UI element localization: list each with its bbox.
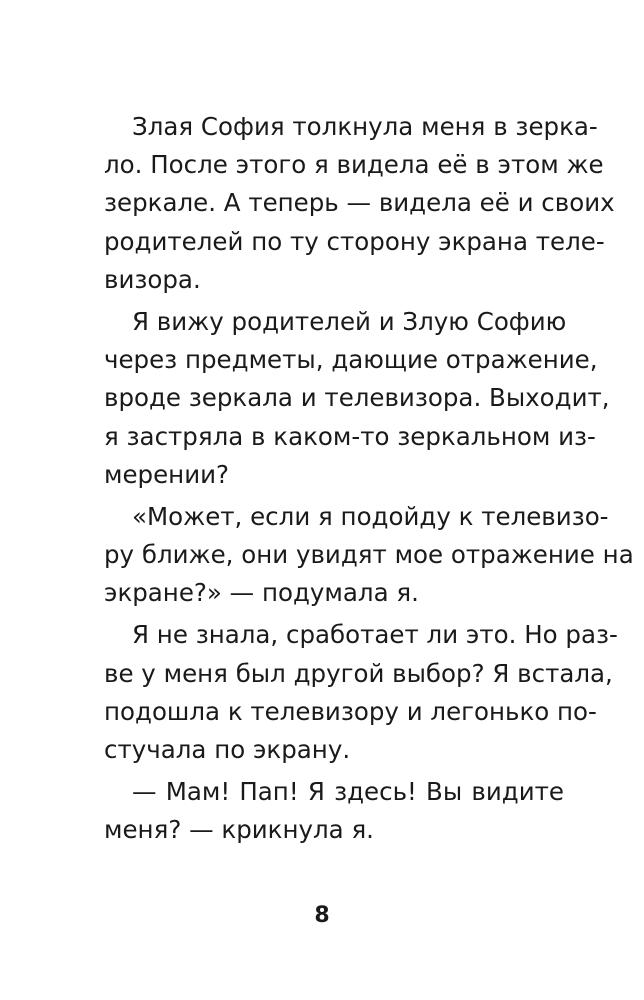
body-text — [104, 108, 634, 854]
text-line: стучала по экрану. — [104, 735, 351, 764]
text-line: Я вижу родителей и Злую Софию — [132, 306, 567, 336]
text-line: через предметы, дающие отражение, — [104, 345, 598, 375]
paragraph-4 — [104, 616, 618, 769]
text-line: ве у меня был другой выбор? Я встала, — [104, 658, 613, 688]
text-line: «Может, если я подойду к телевизо- — [132, 501, 609, 531]
text-line: визора. — [104, 264, 201, 294]
text-line: ру ближе, они увидят мое отражение на — [104, 540, 634, 570]
text-line: меня? — крикнула я. — [104, 815, 374, 845]
text-line: — Мам! Пап! Я здесь! Вы видите — [132, 777, 564, 807]
text-line: подошла к телевизору и легонько по- — [104, 696, 597, 726]
paragraph-3 — [104, 498, 634, 613]
text-line: мерении? — [104, 459, 230, 489]
text-line: я застряла в каком-то зеркальном из- — [104, 421, 596, 451]
page-number: 8 — [314, 903, 330, 928]
paragraph-5 — [104, 773, 564, 849]
paragraph-2 — [104, 303, 610, 494]
text-line: вроде зеркала и телевизора. Выходит, — [104, 383, 610, 413]
paragraph-1 — [104, 108, 615, 299]
text-line: Злая София толкнула меня в зерка- — [132, 112, 598, 141]
text-line: Я не знала, сработает ли это. Но раз- — [132, 620, 618, 650]
text-line: зеркале. А теперь — видела её и своих — [104, 188, 615, 218]
text-line: родителей по ту сторону экрана теле- — [104, 226, 605, 256]
text-line: экране?» — подумала я. — [104, 578, 419, 608]
text-line: ло. После этого я видела её в этом же — [104, 150, 604, 180]
